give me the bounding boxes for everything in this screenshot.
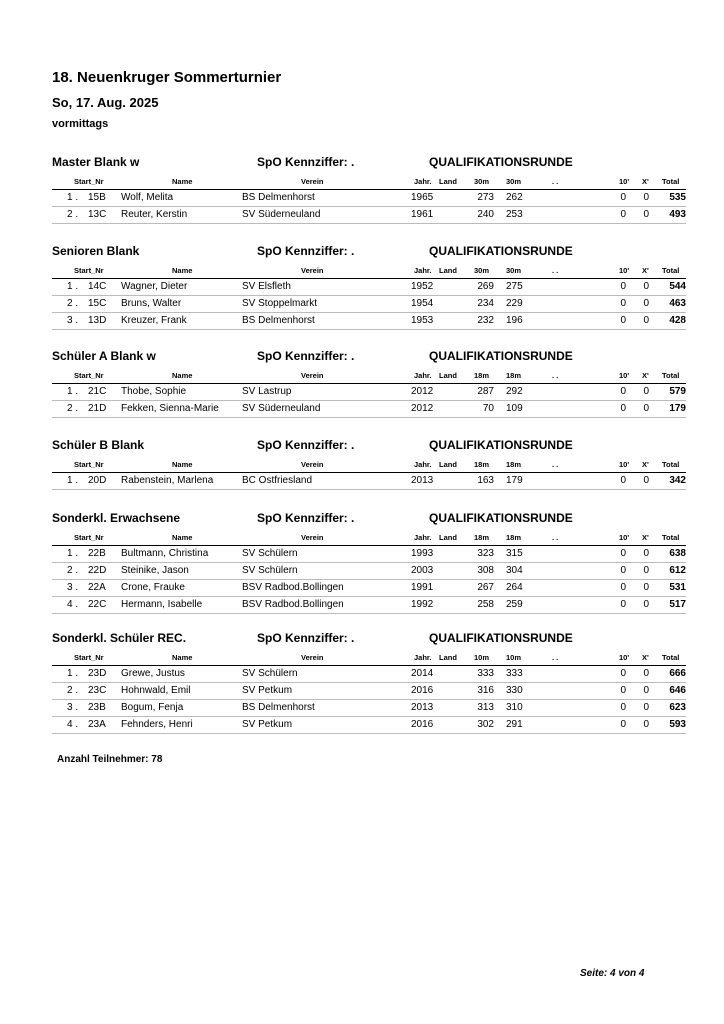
round2-cell: 264 — [506, 582, 523, 593]
year-cell: 1952 — [411, 281, 434, 292]
x-cell: 0 — [643, 281, 649, 292]
col-dist2: 30m — [506, 177, 522, 186]
tens-cell: 0 — [620, 719, 626, 730]
round-label: QUALIFIKATIONSRUNDE — [429, 631, 573, 645]
col-dots: . . — [552, 266, 559, 275]
round2-cell: 253 — [506, 209, 523, 220]
col-x: X' — [642, 533, 649, 542]
col-name: Name — [172, 371, 193, 380]
section-header — [52, 349, 686, 367]
round-label: QUALIFIKATIONSRUNDE — [429, 244, 573, 258]
col-jahr: Jahr. — [414, 460, 432, 469]
start-nr-cell: 15C — [88, 298, 107, 309]
participant-count: Anzahl Teilnehmer: 78 — [57, 754, 163, 765]
total-cell: 463 — [669, 298, 686, 309]
col-tens: 10' — [619, 371, 630, 380]
col-dist2: 18m — [506, 371, 522, 380]
col-jahr: Jahr. — [414, 533, 432, 542]
club-cell: SV Lastrup — [242, 386, 292, 397]
rank-cell: 2 . — [67, 565, 79, 576]
x-cell: 0 — [643, 565, 649, 576]
col-total: Total — [662, 460, 680, 469]
kennziffer-label: SpO Kennziffer: . — [257, 438, 355, 452]
table-row — [52, 546, 686, 563]
name-cell: Rabenstein, Marlena — [121, 475, 214, 486]
col-jahr: Jahr. — [414, 266, 432, 275]
start-nr-cell: 22B — [88, 548, 106, 559]
column-headers — [52, 531, 686, 545]
name-cell: Hermann, Isabelle — [121, 599, 203, 610]
col-name: Name — [172, 653, 193, 662]
year-cell: 1993 — [411, 548, 434, 559]
col-total: Total — [662, 177, 680, 186]
club-cell: SV Schülern — [242, 565, 298, 576]
table-row — [52, 401, 686, 418]
round2-cell: 179 — [506, 475, 523, 486]
total-cell: 544 — [669, 281, 686, 292]
round2-cell: 330 — [506, 685, 523, 696]
year-cell: 2012 — [411, 403, 434, 414]
col-dist2: 10m — [506, 653, 522, 662]
name-cell: Fekken, Sienna-Marie — [121, 403, 219, 414]
round1-cell: 232 — [477, 315, 494, 326]
rank-cell: 2 . — [67, 685, 79, 696]
round2-cell: 310 — [506, 702, 523, 713]
name-cell: Steinike, Jason — [121, 565, 189, 576]
club-cell: SV Süderneuland — [242, 403, 321, 414]
x-cell: 0 — [643, 209, 649, 220]
round1-cell: 163 — [477, 475, 494, 486]
col-land: Land — [439, 653, 457, 662]
start-nr-cell: 15B — [88, 192, 106, 203]
col-dist2: 18m — [506, 460, 522, 469]
col-start-nr: Start_Nr — [74, 371, 104, 380]
section-header — [52, 511, 686, 529]
kennziffer-label: SpO Kennziffer: . — [257, 349, 355, 363]
round2-cell: 262 — [506, 192, 523, 203]
col-dots: . . — [552, 533, 559, 542]
col-land: Land — [439, 460, 457, 469]
table-row — [52, 597, 686, 614]
rank-cell: 4 . — [67, 599, 79, 610]
tens-cell: 0 — [620, 281, 626, 292]
col-jahr: Jahr. — [414, 371, 432, 380]
round-label: QUALIFIKATIONSRUNDE — [429, 438, 573, 452]
rank-cell: 4 . — [67, 719, 79, 730]
club-cell: BSV Radbod.Bollingen — [242, 599, 344, 610]
year-cell: 1953 — [411, 315, 434, 326]
start-nr-cell: 22D — [88, 565, 107, 576]
x-cell: 0 — [643, 702, 649, 713]
tens-cell: 0 — [620, 315, 626, 326]
year-cell: 2012 — [411, 386, 434, 397]
rank-cell: 1 . — [67, 475, 79, 486]
round2-cell: 291 — [506, 719, 523, 730]
year-cell: 2016 — [411, 719, 434, 730]
result-section — [52, 244, 686, 330]
start-nr-cell: 13C — [88, 209, 107, 220]
total-cell: 179 — [669, 403, 686, 414]
round1-cell: 302 — [477, 719, 494, 730]
col-start-nr: Start_Nr — [74, 653, 104, 662]
table-row — [52, 666, 686, 683]
column-headers — [52, 651, 686, 665]
name-cell: Hohnwald, Emil — [121, 685, 191, 696]
col-name: Name — [172, 177, 193, 186]
tens-cell: 0 — [620, 599, 626, 610]
col-total: Total — [662, 371, 680, 380]
year-cell: 2013 — [411, 475, 434, 486]
section-name: Master Blank w — [52, 155, 140, 169]
tens-cell: 0 — [620, 668, 626, 679]
col-verein: Verein — [301, 533, 324, 542]
col-dist2: 30m — [506, 266, 522, 275]
year-cell: 2014 — [411, 668, 434, 679]
section-header — [52, 631, 686, 649]
column-headers — [52, 264, 686, 278]
col-land: Land — [439, 266, 457, 275]
col-land: Land — [439, 177, 457, 186]
start-nr-cell: 23D — [88, 668, 107, 679]
round-label: QUALIFIKATIONSRUNDE — [429, 155, 573, 169]
year-cell: 1965 — [411, 192, 434, 203]
round-label: QUALIFIKATIONSRUNDE — [429, 349, 573, 363]
result-section — [52, 349, 686, 418]
col-verein: Verein — [301, 177, 324, 186]
result-section — [52, 438, 686, 490]
col-dist1: 30m — [474, 177, 490, 186]
table-row — [52, 683, 686, 700]
x-cell: 0 — [643, 298, 649, 309]
total-cell: 517 — [669, 599, 686, 610]
column-headers — [52, 175, 686, 189]
result-section — [52, 631, 686, 734]
tens-cell: 0 — [620, 475, 626, 486]
round2-cell: 109 — [506, 403, 523, 414]
col-dist2: 18m — [506, 533, 522, 542]
col-tens: 10' — [619, 266, 630, 275]
section-name: Sonderkl. Schüler REC. — [52, 631, 187, 645]
col-tens: 10' — [619, 533, 630, 542]
col-verein: Verein — [301, 371, 324, 380]
kennziffer-label: SpO Kennziffer: . — [257, 631, 355, 645]
col-dots: . . — [552, 177, 559, 186]
round-label: QUALIFIKATIONSRUNDE — [429, 511, 573, 525]
tens-cell: 0 — [620, 548, 626, 559]
col-name: Name — [172, 460, 193, 469]
start-nr-cell: 23A — [88, 719, 106, 730]
club-cell: SV Petkum — [242, 685, 293, 696]
tens-cell: 0 — [620, 565, 626, 576]
round1-cell: 234 — [477, 298, 494, 309]
col-start-nr: Start_Nr — [74, 266, 104, 275]
table-row — [52, 717, 686, 734]
x-cell: 0 — [643, 685, 649, 696]
name-cell: Bultmann, Christina — [121, 548, 209, 559]
table-row — [52, 563, 686, 580]
rank-cell: 1 . — [67, 386, 79, 397]
club-cell: SV Schülern — [242, 548, 298, 559]
col-total: Total — [662, 266, 680, 275]
rank-cell: 1 . — [67, 548, 79, 559]
tens-cell: 0 — [620, 685, 626, 696]
tens-cell: 0 — [620, 702, 626, 713]
start-nr-cell: 22A — [88, 582, 106, 593]
total-cell: 535 — [669, 192, 686, 203]
name-cell: Wagner, Dieter — [121, 281, 188, 292]
section-name: Schüler B Blank — [52, 438, 145, 452]
table-row — [52, 384, 686, 401]
total-cell: 646 — [669, 685, 686, 696]
rank-cell: 1 . — [67, 192, 79, 203]
total-cell: 666 — [669, 668, 686, 679]
rank-cell: 1 . — [67, 281, 79, 292]
col-x: X' — [642, 266, 649, 275]
round1-cell: 269 — [477, 281, 494, 292]
club-cell: SV Schülern — [242, 668, 298, 679]
club-cell: BSV Radbod.Bollingen — [242, 582, 344, 593]
round1-cell: 70 — [482, 403, 494, 414]
round1-cell: 240 — [477, 209, 494, 220]
year-cell: 2013 — [411, 702, 434, 713]
table-row — [52, 296, 686, 313]
name-cell: Reuter, Kerstin — [121, 209, 188, 220]
year-cell: 2016 — [411, 685, 434, 696]
round1-cell: 258 — [477, 599, 494, 610]
x-cell: 0 — [643, 475, 649, 486]
col-x: X' — [642, 177, 649, 186]
table-row — [52, 580, 686, 597]
result-section — [52, 511, 686, 614]
year-cell: 1992 — [411, 599, 434, 610]
col-name: Name — [172, 266, 193, 275]
total-cell: 342 — [669, 475, 686, 486]
club-cell: SV Elsfleth — [242, 281, 291, 292]
table-row — [52, 190, 686, 207]
total-cell: 638 — [669, 548, 686, 559]
total-cell: 623 — [669, 702, 686, 713]
col-start-nr: Start_Nr — [74, 177, 104, 186]
section-header — [52, 244, 686, 262]
col-name: Name — [172, 533, 193, 542]
rank-cell: 3 . — [67, 582, 79, 593]
section-name: Sonderkl. Erwachsene — [52, 511, 181, 525]
session-label: vormittags — [52, 118, 109, 130]
col-x: X' — [642, 460, 649, 469]
club-cell: SV Süderneuland — [242, 209, 321, 220]
name-cell: Bogum, Fenja — [121, 702, 184, 713]
page-title: 18. Neuenkruger Sommerturnier — [52, 69, 282, 86]
start-nr-cell: 20D — [88, 475, 107, 486]
rank-cell: 3 . — [67, 315, 79, 326]
round2-cell: 196 — [506, 315, 523, 326]
section-header — [52, 438, 686, 456]
kennziffer-label: SpO Kennziffer: . — [257, 155, 355, 169]
round1-cell: 267 — [477, 582, 494, 593]
section-name: Schüler A Blank w — [52, 349, 156, 363]
x-cell: 0 — [643, 192, 649, 203]
club-cell: BS Delmenhorst — [242, 315, 315, 326]
tens-cell: 0 — [620, 403, 626, 414]
x-cell: 0 — [643, 386, 649, 397]
rank-cell: 3 . — [67, 702, 79, 713]
round2-cell: 292 — [506, 386, 523, 397]
col-x: X' — [642, 653, 649, 662]
col-jahr: Jahr. — [414, 177, 432, 186]
result-section — [52, 155, 686, 224]
year-cell: 2003 — [411, 565, 434, 576]
start-nr-cell: 14C — [88, 281, 107, 292]
total-cell: 531 — [669, 582, 686, 593]
year-cell: 1954 — [411, 298, 434, 309]
col-verein: Verein — [301, 653, 324, 662]
col-start-nr: Start_Nr — [74, 533, 104, 542]
rank-cell: 2 . — [67, 209, 79, 220]
x-cell: 0 — [643, 315, 649, 326]
name-cell: Bruns, Walter — [121, 298, 182, 309]
club-cell: SV Petkum — [242, 719, 293, 730]
start-nr-cell: 22C — [88, 599, 107, 610]
start-nr-cell: 23C — [88, 685, 107, 696]
round2-cell: 275 — [506, 281, 523, 292]
col-verein: Verein — [301, 460, 324, 469]
column-headers — [52, 458, 686, 472]
col-dots: . . — [552, 460, 559, 469]
col-x: X' — [642, 371, 649, 380]
col-dots: . . — [552, 371, 559, 380]
total-cell: 493 — [669, 209, 686, 220]
x-cell: 0 — [643, 668, 649, 679]
round1-cell: 313 — [477, 702, 494, 713]
rank-cell: 2 . — [67, 403, 79, 414]
round2-cell: 259 — [506, 599, 523, 610]
round1-cell: 323 — [477, 548, 494, 559]
table-row — [52, 473, 686, 490]
table-row — [52, 207, 686, 224]
x-cell: 0 — [643, 582, 649, 593]
tens-cell: 0 — [620, 582, 626, 593]
name-cell: Grewe, Justus — [121, 668, 185, 679]
table-row — [52, 313, 686, 330]
tens-cell: 0 — [620, 298, 626, 309]
name-cell: Wolf, Melita — [121, 192, 174, 203]
club-cell: SV Stoppelmarkt — [242, 298, 318, 309]
round1-cell: 333 — [477, 668, 494, 679]
round2-cell: 333 — [506, 668, 523, 679]
kennziffer-label: SpO Kennziffer: . — [257, 244, 355, 258]
section-name: Senioren Blank — [52, 244, 140, 258]
total-cell: 579 — [669, 386, 686, 397]
col-dist1: 10m — [474, 653, 490, 662]
col-total: Total — [662, 533, 680, 542]
col-verein: Verein — [301, 266, 324, 275]
round1-cell: 316 — [477, 685, 494, 696]
start-nr-cell: 23B — [88, 702, 106, 713]
year-cell: 1991 — [411, 582, 434, 593]
rank-cell: 1 . — [67, 668, 79, 679]
x-cell: 0 — [643, 548, 649, 559]
name-cell: Thobe, Sophie — [121, 386, 187, 397]
name-cell: Crone, Frauke — [121, 582, 185, 593]
page-number: Seite: 4 von 4 — [580, 968, 645, 979]
rank-cell: 2 . — [67, 298, 79, 309]
col-jahr: Jahr. — [414, 653, 432, 662]
col-dist1: 30m — [474, 266, 490, 275]
column-headers — [52, 369, 686, 383]
col-dist1: 18m — [474, 460, 490, 469]
round1-cell: 273 — [477, 192, 494, 203]
year-cell: 1961 — [411, 209, 434, 220]
col-dots: . . — [552, 653, 559, 662]
total-cell: 593 — [669, 719, 686, 730]
round2-cell: 304 — [506, 565, 523, 576]
section-header — [52, 155, 686, 173]
table-row — [52, 279, 686, 296]
round2-cell: 229 — [506, 298, 523, 309]
club-cell: BC Ostfriesland — [242, 475, 313, 486]
start-nr-cell: 21D — [88, 403, 107, 414]
col-dist1: 18m — [474, 371, 490, 380]
name-cell: Fehnders, Henri — [121, 719, 193, 730]
start-nr-cell: 21C — [88, 386, 107, 397]
tens-cell: 0 — [620, 192, 626, 203]
round2-cell: 315 — [506, 548, 523, 559]
event-date: So, 17. Aug. 2025 — [52, 95, 159, 110]
col-land: Land — [439, 371, 457, 380]
col-start-nr: Start_Nr — [74, 460, 104, 469]
round1-cell: 308 — [477, 565, 494, 576]
tens-cell: 0 — [620, 209, 626, 220]
col-total: Total — [662, 653, 680, 662]
name-cell: Kreuzer, Frank — [121, 315, 187, 326]
col-dist1: 18m — [474, 533, 490, 542]
club-cell: BS Delmenhorst — [242, 192, 315, 203]
col-land: Land — [439, 533, 457, 542]
round1-cell: 287 — [477, 386, 494, 397]
total-cell: 428 — [669, 315, 686, 326]
start-nr-cell: 13D — [88, 315, 107, 326]
col-tens: 10' — [619, 177, 630, 186]
club-cell: BS Delmenhorst — [242, 702, 315, 713]
col-tens: 10' — [619, 653, 630, 662]
table-row — [52, 700, 686, 717]
x-cell: 0 — [643, 599, 649, 610]
col-tens: 10' — [619, 460, 630, 469]
x-cell: 0 — [643, 719, 649, 730]
kennziffer-label: SpO Kennziffer: . — [257, 511, 355, 525]
x-cell: 0 — [643, 403, 649, 414]
tens-cell: 0 — [620, 386, 626, 397]
total-cell: 612 — [669, 565, 686, 576]
